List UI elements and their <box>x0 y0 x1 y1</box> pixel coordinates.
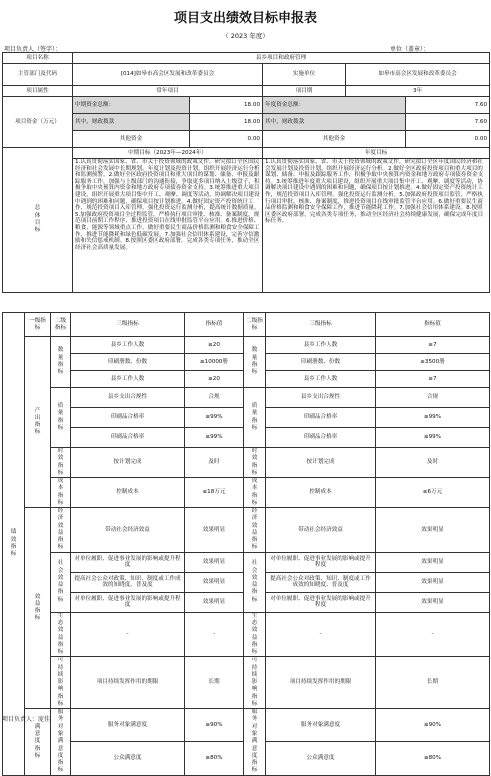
row-value: 效果明显 <box>185 572 244 592</box>
attr-value: 常年项目 <box>73 86 263 97</box>
sub-satis-year: 服务对象满意度指标 <box>244 709 266 775</box>
row-value: ≥99% <box>185 428 244 448</box>
row-indicator: 对单位履职、促进事业发展的影响或提升程度 <box>71 552 185 572</box>
unit-seal-label: 单位（盖章）： <box>390 46 430 53</box>
sub-satis: 服务对象满意度指标 <box>51 709 71 775</box>
info-table <box>2 52 490 293</box>
mid-goal-text: 1.认真贯彻落实国家、省、市关于投资领域的政策文件，研究拟订全区国民经济和社会发展中长期规划、年度计划及投资计划，组织开展经济运行分析和监测预警。2.做好全区政府投资项目和重大项目的谋划、储备、申报及跟踪服务工作，加强与上级部门的沟通衔接，争取更多项目纳入上级盘子，积极争取中央预算内资金和地方政府专项债券资金支持。3.统筹推进重大项目建设，组织开展重大项目集中开工、观摩、调度等活动，协调解决项目建设中遇到的困难和问题，确保项目按计划推进。4.做好固定资产投资统计工作，规范投资项目入库管理，强化投资运行监测分析，提高统计数据质量。5.加强政府投资项目全过程监管，严格执行项目审批、核准、备案制度，规范项目前期工作程序，推进投资项目在线审批监管平台应用。6.推进价格、粮食、能源等领域重点工作，做好重要民生商品价格监测和粮食安全保障工作，推进节能降耗和绿色低碳发展。7.加强社会信用体系建设，完善守信激励和失信惩戒机制。8.按照区委区政府部署，完成各类专项任务，推动全区经济社会高质量发展。 <box>73 159 263 293</box>
row-indicator: 印刷品合格率 <box>71 408 185 428</box>
owner-signature-label: 项目负责人（签字）： <box>4 46 62 53</box>
row-indicator-year: 印刷册数、份数 <box>266 354 376 371</box>
head-l2: 二级指标 <box>51 313 71 337</box>
row-indicator: - <box>71 612 185 657</box>
row-indicator: 县乡工作人数 <box>71 337 185 354</box>
row-indicator: 提高社会公众对政策、知识、制度或工作成效的知晓度、普及度 <box>71 572 185 592</box>
row-value: ≥80% <box>185 742 244 775</box>
row-indicator: 服务对象满意度 <box>71 709 185 742</box>
sub-time-year: 时效指标 <box>244 448 266 478</box>
sub-social-year: 社会效益指标 <box>244 552 266 612</box>
sub-cost: 成本指标 <box>51 478 71 508</box>
period-label: 项目期 <box>263 86 346 97</box>
row-value: - <box>185 612 244 657</box>
sub-eco-year: 生态效益指标 <box>244 612 266 657</box>
row-value-year: 长期 <box>376 657 490 709</box>
row-value-year: 效果明显 <box>376 508 490 553</box>
row-value: ≤18万元 <box>185 478 244 508</box>
row-value: ≥20 <box>185 337 244 354</box>
row-value: ≥99% <box>185 408 244 428</box>
row-value-year: - <box>376 612 490 657</box>
year-goal-head: 年度目标 <box>263 148 490 159</box>
row-indicator-year: 带动社会经济效益 <box>266 508 376 553</box>
sub-sust: 可持续影响指标 <box>51 657 71 709</box>
sub-cost-year: 成本指标 <box>244 478 266 508</box>
fund-mid-other-label: 其他资金 <box>73 131 190 148</box>
cat-satisfy: 满意度指标 <box>25 709 51 775</box>
footer-owner: 项目负责人：庞佳 <box>2 716 51 723</box>
row-value-year: 效果明显 <box>376 552 490 572</box>
sub-sust-year: 可持续影响指标 <box>244 657 266 709</box>
row-value-year: 及时 <box>376 448 490 478</box>
row-indicator: 印刷品合格率 <box>71 428 185 448</box>
unit-label: 实施单位 <box>263 64 346 86</box>
project-name-value: 县乡项目和政府管理 <box>73 53 490 64</box>
row-indicator-year: 印刷品合格率 <box>266 428 376 448</box>
cat-effect: 效益指标 <box>25 508 51 709</box>
row-indicator-year: 县乡支出合规性 <box>266 388 376 408</box>
dept-value: [014]如皋市高会区发展和改革委员会 <box>73 64 263 86</box>
row-value: 及时 <box>185 448 244 478</box>
sub-time: 时效指标 <box>51 448 71 478</box>
page-title: 项目支出绩效目标申报表 <box>173 11 317 26</box>
row-indicator-year: 县乡工作人数 <box>266 337 376 354</box>
fund-label: 项目资金（万元） <box>3 97 73 148</box>
row-value: 长期 <box>185 657 244 709</box>
row-indicator-year: 对单位履职、促进事业发展的影响或提升程度 <box>266 592 376 612</box>
overall-goal-label: 总体目标 <box>3 148 73 293</box>
row-value-year: ≥3500册 <box>376 354 490 371</box>
head-val-year: 指标值 <box>376 313 490 337</box>
row-indicator-year: 服务对象满意度 <box>266 709 376 742</box>
row-value-year: ≥90% <box>376 709 490 742</box>
attr-label: 项目属性 <box>3 86 73 97</box>
row-indicator: 对单位履职、促进事业发展的影响或提升程度 <box>71 592 185 612</box>
sub-qty-year: 数量指标 <box>244 337 266 388</box>
year-goal-text: 1.认真贯彻落实国家、省、市关于投资领域的政策文件，研究拟订全区年度国民经济和社会发展计划及投资计划，组织开展经济运行分析。2.做好全区政府投资项目和重大项目的谋划、储备、申报及跟踪服务工作，积极争取中央预算内资金和地方政府专项债券资金支持。3.统筹推进年度重大项目建设，组织开展重大项目集中开工、观摩、调度等活动，协调解决项目建设中遇到的困难和问题，确保项目按计划推进。4.做好固定资产投资统计工作，规范投资项目入库管理，强化投资运行监测分析。5.加强政府投资项目监管，严格执行项目审批、核准、备案制度，推进投资项目在线审批监管平台应用。6.做好重要民生商品价格监测和粮食安全保障工作，推进节能降耗工作。7.加强社会信用体系建设。8.按照区委区政府部署，完成各类专项任务，推动全区经济社会持续健康发展，确保完成年度目标任务。 <box>263 159 490 293</box>
sub-eco: 生态效益指标 <box>51 612 71 657</box>
fund-mid-fiscal-value: 18.00 <box>190 114 263 131</box>
row-indicator-year: 提高社会公众对政策、知识、制度或工作成效的知晓度、普及度 <box>266 572 376 592</box>
dept-label: 主管部门及代码 <box>3 64 73 86</box>
fund-year-total-value: 7.60 <box>406 97 490 114</box>
row-indicator: 按计划完成 <box>71 448 185 478</box>
row-value: 效果明显 <box>185 508 244 553</box>
row-indicator-year: 对单位履职、促进事业发展的影响或提升程度 <box>266 552 376 572</box>
sub-qual-year: 质量指标 <box>244 388 266 448</box>
row-indicator: 控制成本 <box>71 478 185 508</box>
fund-year-other-label: 其他资金 <box>263 131 406 148</box>
row-value-year: 效果明显 <box>376 592 490 612</box>
row-indicator-year: 印刷品合格率 <box>266 408 376 428</box>
cat-output: 产出指标 <box>25 337 51 508</box>
fund-mid-total-value: 18.00 <box>190 97 263 114</box>
row-value: ≥10000册 <box>185 354 244 371</box>
row-value-year: 合规 <box>376 388 490 408</box>
sub-qty: 数量指标 <box>51 337 71 388</box>
row-indicator-year: 项目持续发挥作用的期限 <box>266 657 376 709</box>
sub-econ-year: 经济效益指标 <box>244 508 266 553</box>
period-value: 3年 <box>346 86 490 97</box>
row-value-year: ≥99% <box>376 428 490 448</box>
sub-qual: 质量指标 <box>51 388 71 448</box>
head-l3: 三级指标 <box>71 313 185 337</box>
row-indicator-year: - <box>266 612 376 657</box>
row-indicator: 公众满意度 <box>71 742 185 775</box>
row-indicator: 县乡工作人数 <box>71 371 185 388</box>
fund-year-total-label: 年度资金总额： <box>263 97 406 114</box>
row-value: 合规 <box>185 388 244 408</box>
row-value-year: ≥80% <box>376 742 490 775</box>
head-val: 指标值 <box>185 313 244 337</box>
mid-goal-head: 中期目标（2023年—2024年） <box>73 148 263 159</box>
row-indicator: 带动社会经济效益 <box>71 508 185 553</box>
row-indicator-year: 按计划完成 <box>266 448 376 478</box>
row-indicator-year: 公众满意度 <box>266 742 376 775</box>
unit-value: 如皋市高会区发展和改革委员会 <box>346 64 490 86</box>
row-value-year: 效果明显 <box>376 572 490 592</box>
head-l3-year: 三级指标 <box>266 313 376 337</box>
perf-table <box>2 312 490 776</box>
row-value: 效果明显 <box>185 592 244 612</box>
year-line: （ 2023 年度） <box>222 32 269 40</box>
row-value-year: ≥7 <box>376 371 490 388</box>
head-l1: 一级指标 <box>25 313 51 337</box>
head-l2-year: 二级指标 <box>244 313 266 337</box>
row-indicator: 印刷册数、份数 <box>71 354 185 371</box>
row-value: 效果明显 <box>185 552 244 572</box>
perf-label: 绩效指标 <box>3 313 25 776</box>
fund-year-fiscal-label: 其中，财政拨款 <box>263 114 406 131</box>
project-name-label: 项目名称 <box>3 53 73 64</box>
fund-year-fiscal-value: 7.60 <box>406 114 490 131</box>
row-value-year: ≥99% <box>376 408 490 428</box>
fund-mid-other-value: 0.00 <box>190 131 263 148</box>
row-indicator: 县乡支出合规性 <box>71 388 185 408</box>
row-value: ≥20 <box>185 371 244 388</box>
fund-mid-fiscal-label: 其中，财政拨款 <box>73 114 190 131</box>
row-indicator-year: 控制成本 <box>266 478 376 508</box>
sub-social: 社会效益指标 <box>51 552 71 612</box>
row-value-year: ≤6万元 <box>376 478 490 508</box>
row-indicator-year: 县乡工作人数 <box>266 371 376 388</box>
row-indicator: 项目持续发挥作用的期限 <box>71 657 185 709</box>
sub-econ: 经济效益指标 <box>51 508 71 553</box>
row-value: ≥90% <box>185 709 244 742</box>
fund-mid-total-label: 中期资金总额： <box>73 97 190 114</box>
fund-year-other-value: 0.00 <box>406 131 490 148</box>
row-value-year: ≥7 <box>376 337 490 354</box>
